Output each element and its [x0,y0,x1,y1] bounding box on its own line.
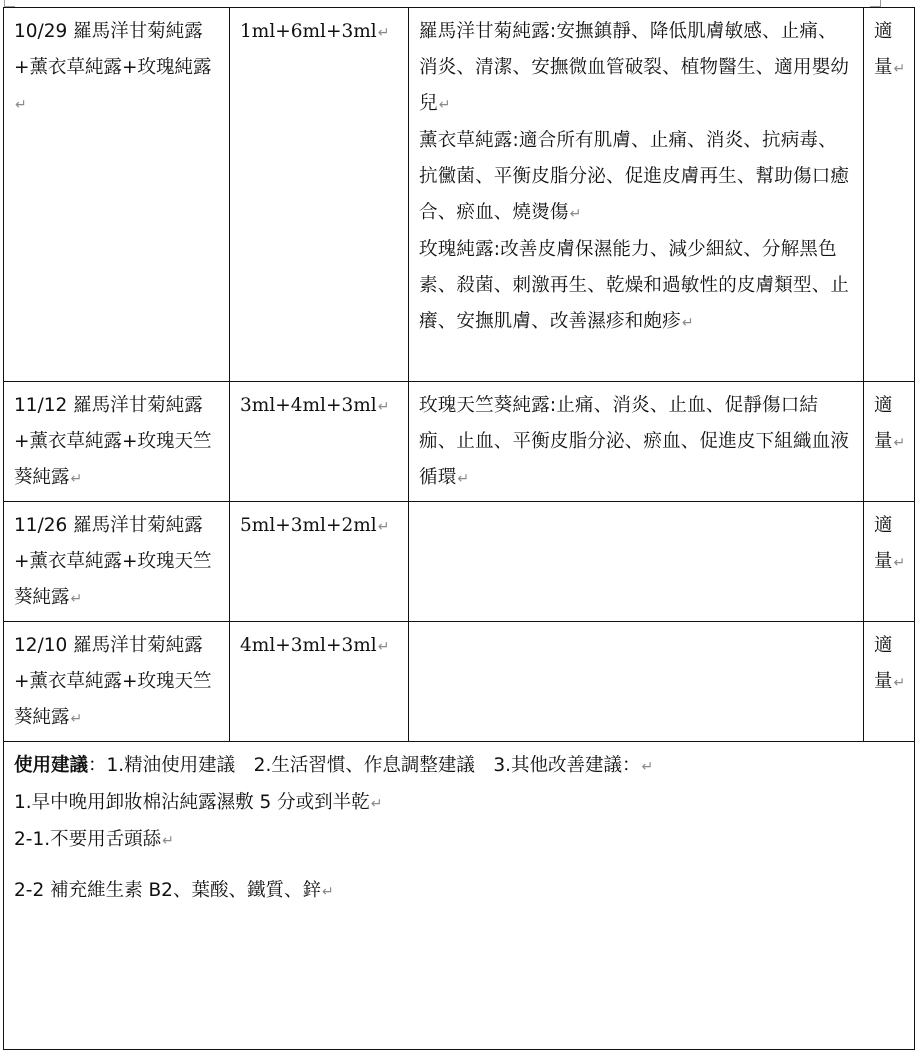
advice-title: 使用建議 [14,755,89,776]
usage-text: 適量 [874,635,893,692]
advice-header-text: ：1.精油使用建議 2.生活習慣、作息調整建議 3.其他改善建議： [88,755,641,776]
date-blend-text: 11/12 羅馬洋甘菊純露+薰衣草純露+玫瑰天竺葵純露 [14,395,212,488]
date-blend-text: 12/10 羅馬洋甘菊純露+薰衣草純露+玫瑰天竺葵純露 [14,635,212,728]
paragraph-mark-icon: ↵ [893,61,906,77]
paragraph-mark-icon: ↵ [681,315,694,331]
effect-text: 羅馬洋甘菊純露:安撫鎮靜、降低肌膚敏感、止痛、消炎、清潔、安撫微血管破裂、植物醫生、適用嬰幼兒 [419,21,850,114]
date-blend-text: 11/26 羅馬洋甘菊純露+薰衣草純露+玫瑰天竺葵純露 [14,515,212,608]
advice-line-text: 2-1.不要用舌頭舔 [14,829,162,850]
effect-paragraph [419,232,855,341]
usage-cell [864,622,915,742]
table-row [4,502,915,622]
amount-text: 3ml+4ml+3ml [240,395,377,416]
paragraph-mark-icon: ↵ [370,796,383,812]
advice-line [14,785,906,822]
effects-cell [409,382,864,502]
usage-cell [864,502,915,622]
amount-text: 5ml+3ml+2ml [240,515,377,536]
advice-header [14,748,906,785]
table-row [4,622,915,742]
advice-row [4,742,915,1050]
paragraph-mark-icon: ↵ [70,711,83,727]
advice-spacer [14,859,906,873]
table-row [4,8,915,382]
effects-cell [409,502,864,622]
date-blend-cell [4,8,230,382]
date-blend-cell [4,622,230,742]
paragraph-mark-icon: ↵ [70,591,83,607]
paragraph-mark-icon: ↵ [321,884,334,900]
date-blend-cell [4,382,230,502]
paragraph-mark-icon: ↵ [377,399,390,415]
paragraph-mark-icon: ↵ [457,471,470,487]
effect-paragraph [419,14,855,123]
advice-line-text: 1.早中晚用卸妝棉沾純露濕敷 5 分或到半乾 [14,792,370,813]
paragraph-mark-icon: ↵ [893,675,906,691]
effect-paragraph [419,123,855,232]
effects-cell [409,622,864,742]
paragraph-mark-icon: ↵ [377,519,390,535]
effect-paragraph [419,388,855,497]
usage-cell [864,382,915,502]
amount-cell [230,8,409,382]
date-blend-cell [4,502,230,622]
effect-text: 薰衣草純露:適合所有肌膚、止痛、消炎、抗病毒、抗黴菌、平衡皮脂分泌、促進皮膚再生、幫助傷口癒合、瘀血、燒燙傷 [419,130,850,223]
date-blend-text: 10/29 羅馬洋甘菊純露+薰衣草純露+玫瑰純露 [14,21,212,78]
paragraph-mark-icon: ↵ [377,25,390,41]
amount-text: 1ml+6ml+3ml [240,21,377,42]
amount-cell [230,382,409,502]
page-corner-mark-left [4,0,15,7]
amount-text: 4ml+3ml+3ml [240,635,377,656]
advice-cell [4,742,915,1050]
amount-cell [230,622,409,742]
effects-cell [409,8,864,382]
advice-line-text: 2-2 補充維生素 B2、葉酸、鐵質、鋅 [14,880,321,901]
paragraph-mark-icon: ↵ [641,759,654,775]
effect-text: 玫瑰天竺葵純露:止痛、消炎、止血、促靜傷口結痂、止血、平衡皮脂分泌、瘀血、促進皮下組織血液循環 [419,395,850,488]
paragraph-mark-icon: ↵ [569,206,582,222]
paragraph-mark-icon: ↵ [438,97,451,113]
paragraph-mark-icon: ↵ [893,435,906,451]
usage-text: 適量 [874,395,893,452]
page-corner-mark-right [870,0,881,7]
effect-text: 玫瑰純露:改善皮膚保濕能力、減少細紋、分解黑色素、殺菌、刺激再生、乾燥和過敏性的皮膚類型、止癢、安撫肌膚、改善濕疹和皰疹 [419,239,850,332]
paragraph-mark-icon: ↵ [893,555,906,571]
usage-text: 適量 [874,515,893,572]
paragraph-mark-icon: ↵ [70,471,83,487]
advice-line [14,822,906,859]
usage-text: 適量 [874,21,893,78]
hydrosol-record-table [3,7,915,1050]
table-row [4,382,915,502]
advice-line [14,873,906,910]
amount-cell [230,502,409,622]
paragraph-mark-icon: ↵ [162,833,174,849]
usage-cell [864,8,915,382]
paragraph-mark-icon: ↵ [15,97,27,113]
paragraph-mark-icon: ↵ [377,639,390,655]
